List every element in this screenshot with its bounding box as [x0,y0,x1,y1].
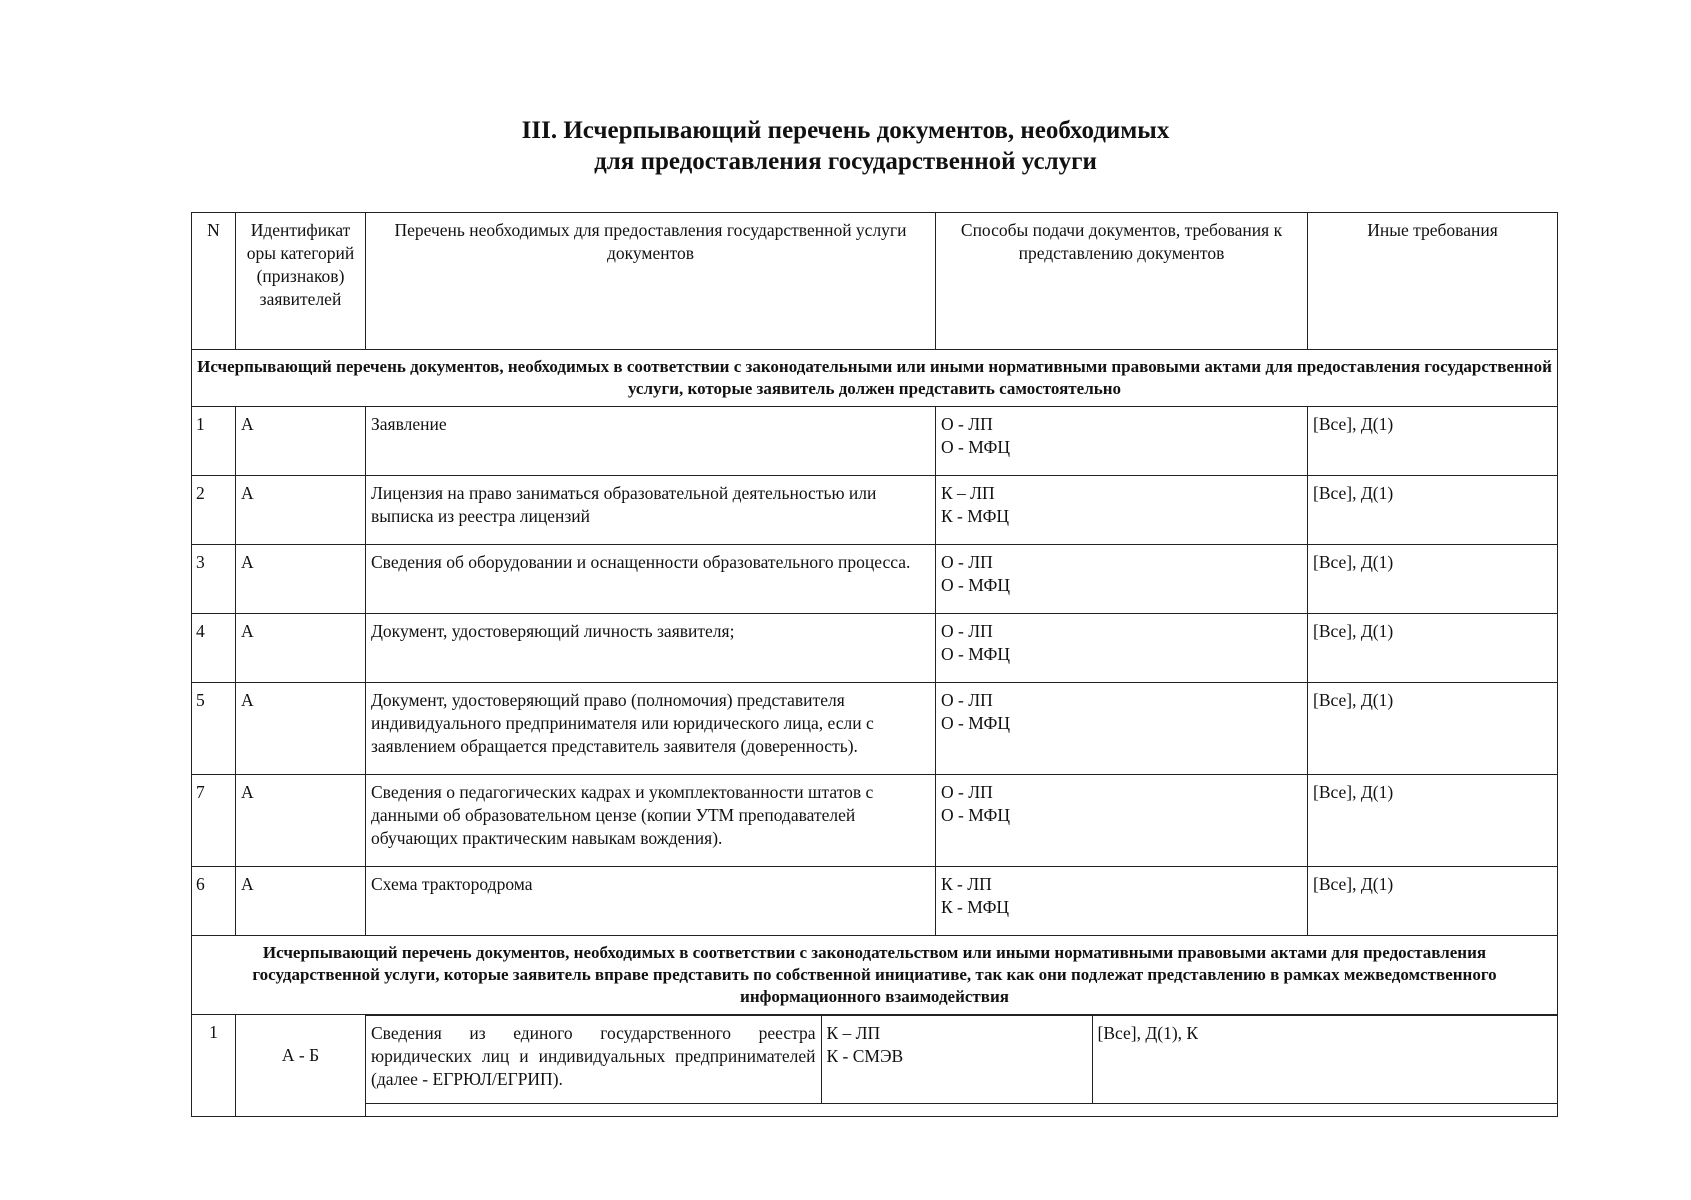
row-number: 7 [192,775,236,867]
row-requirements: [Все], Д(1), К [1092,1016,1558,1104]
header-other-requirements: Иные требования [1308,213,1558,350]
row-requirements: [Все], Д(1) [1308,867,1558,936]
row-document: Документ, удостоверяющий право (полномочия) представителя индивидуального предпринимателя или юридического лица, если с заявлением обращается представитель заявителя (доверенность). [366,683,936,775]
row-document: Сведения из единого государственного реестра юридических лиц и индивидуальных предпринимателей (далее - ЕГРЮЛ/ЕГРИП). [366,1016,821,1104]
row-way: К – ЛП [826,1023,881,1043]
row-identifier: А - Б [236,1015,366,1117]
row-number: 3 [192,545,236,614]
row-ways [936,683,1308,775]
header-row [192,213,1558,350]
row-document: Сведения об оборудовании и оснащенности образовательного процесса. [366,545,936,614]
row-identifier: А [236,545,366,614]
row-identifier: А [236,407,366,476]
table-row [192,775,1558,867]
row-document: Заявление [366,407,936,476]
row-ways [821,1016,1092,1104]
row-identifier: А [236,867,366,936]
page-title [0,115,1691,177]
row-identifier: А [236,775,366,867]
row-way: О - ЛП [941,414,993,434]
row-way: О - МФЦ [941,575,1011,595]
header-documents: Перечень необходимых для предоставления государственной услуги документов [366,213,936,350]
row-way: К - СМЭВ [826,1046,904,1066]
row-last-merged [366,1015,1558,1117]
row-way: О - ЛП [941,552,993,572]
row-number: 2 [192,476,236,545]
header-n: N [192,213,236,350]
row-document: Сведения о педагогических кадрах и укомплектованности штатов с данными об образовательном цензе (копии УТМ преподавателей обучающих практическим навыкам вождения). [366,775,936,867]
row-ways [936,614,1308,683]
row-requirements: [Все], Д(1) [1308,407,1558,476]
row-way: К – ЛП [941,483,995,503]
row-way: О - ЛП [941,782,993,802]
row-number: 6 [192,867,236,936]
row-requirements: [Все], Д(1) [1308,476,1558,545]
table-row [192,683,1558,775]
row-way: К - МФЦ [941,897,1010,917]
table-row [192,867,1558,936]
row-ways [936,476,1308,545]
row-document: Схема трактородрома [366,867,936,936]
row-ways [936,775,1308,867]
row-ways [936,867,1308,936]
table-row [192,407,1558,476]
table-row [192,545,1558,614]
documents-table [191,212,1558,1117]
row-document: Лицензия на право заниматься образовательной деятельностью или выписка из реестра лицензий [366,476,936,545]
row-number: 1 [192,1015,236,1117]
table-row-last [192,1015,1558,1117]
table-row [192,476,1558,545]
row-way: О - МФЦ [941,805,1011,825]
row-way: К - МФЦ [941,506,1010,526]
row-requirements: [Все], Д(1) [1308,775,1558,867]
row-last-inner [366,1015,1558,1104]
row-requirements: [Все], Д(1) [1308,683,1558,775]
row-number: 4 [192,614,236,683]
row-document: Документ, удостоверяющий личность заявителя; [366,614,936,683]
row-way: О - ЛП [941,690,993,710]
title-line-1: III. Исчерпывающий перечень документов, необходимых [521,117,1170,144]
row-requirements: [Все], Д(1) [1308,545,1558,614]
row-way: О - ЛП [941,621,993,641]
row-identifier: А [236,476,366,545]
row-way: О - МФЦ [941,713,1011,733]
row-number: 5 [192,683,236,775]
row-way: О - МФЦ [941,437,1011,457]
row-ways [936,407,1308,476]
section-title-1: Исчерпывающий перечень документов, необходимых в соответствии с законодательными или иными нормативными правовыми актами для предоставления государственной услуги, которые заявитель должен представить самостоятельно [192,350,1558,407]
section-title-2: Исчерпывающий перечень документов, необходимых в соответствии с законодательством или иными нормативными правовыми актами для предоставления государственной услуги, которые заявитель вправе представить по собственной инициативе, так как они подлежат представлению в рамках межведомственного информационного взаимодействия [192,936,1558,1015]
row-identifier: А [236,683,366,775]
header-identifiers: Идентификат оры категорий (признаков) заявителей [236,213,366,350]
row-way: К - ЛП [941,874,992,894]
row-identifier: А [236,614,366,683]
section-row-2 [192,936,1558,1015]
row-way: О - МФЦ [941,644,1011,664]
header-submission-methods: Способы подачи документов, требования к представлению документов [936,213,1308,350]
row-number: 1 [192,407,236,476]
table-row [192,614,1558,683]
row-requirements: [Все], Д(1) [1308,614,1558,683]
section-row-1 [192,350,1558,407]
row-ways [936,545,1308,614]
title-line-2: для предоставления государственной услуги [594,148,1097,175]
